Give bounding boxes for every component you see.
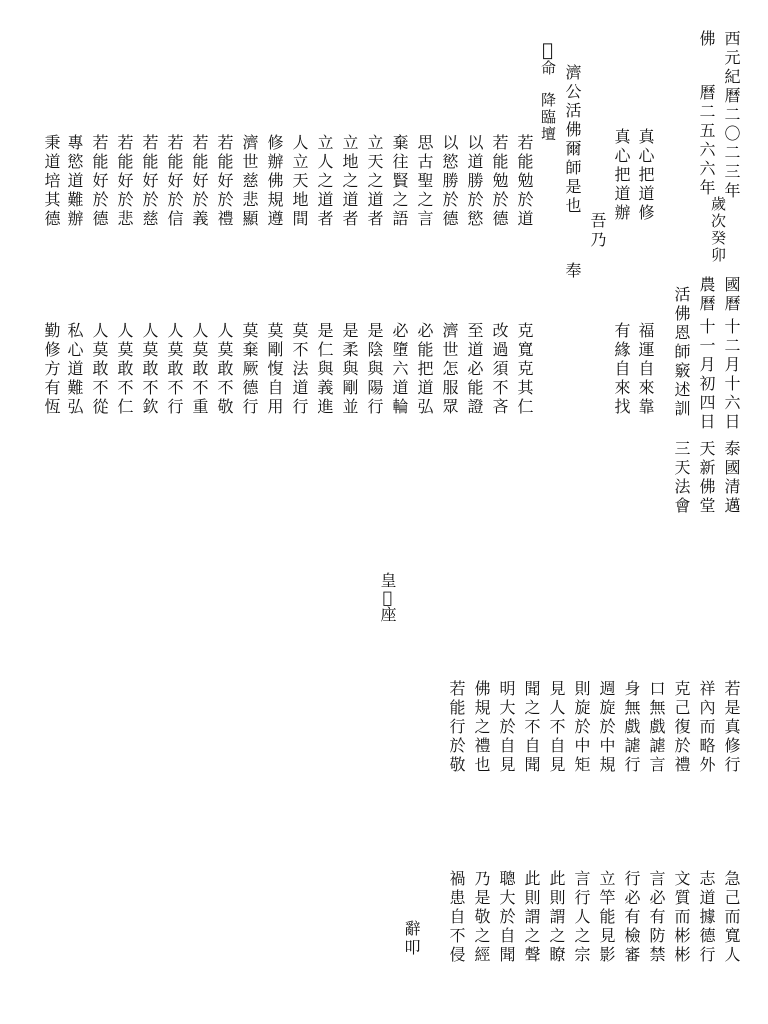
header-place-1: 泰國清邁 (722, 440, 741, 516)
poem-top-line: 若能勉於德 (490, 134, 509, 229)
poem-bottom-line: 則旋於中矩 (572, 680, 591, 775)
poem-top-line: 若能好於義 (190, 134, 209, 229)
poem-top-line: 克寬克其仁 (515, 322, 534, 417)
poem-top-line: 濟世慈悲顯 (240, 134, 259, 229)
poem-top-line: 至道必能證 (465, 322, 484, 417)
closing-text: 辭叩 (402, 920, 421, 958)
poem-bottom-line: 言行人之宗 (572, 870, 591, 965)
middle-zuo: 座 (378, 606, 397, 625)
poem-top-line: 立天之道者 (365, 134, 384, 229)
poem-top-line: 以道勝於慾 (465, 134, 484, 229)
poem-top-line: 以慾勝於德 (440, 134, 459, 229)
poem-top-line: 私心道難弘 (65, 322, 84, 417)
intro-line-2: 真心把道辦 (612, 128, 631, 223)
poem-top-line: 立人之道者 (315, 134, 334, 229)
poem-bottom-line: 克己復於禮 (672, 680, 691, 775)
poem-top-line: 是仁與義進 (315, 322, 334, 417)
poem-bottom-line: 志道據德行 (697, 870, 716, 965)
poem-top-line: 專慾道難辦 (65, 134, 84, 229)
poem-top-line: 思古聖之言 (415, 134, 434, 229)
poem-top-line: 若能勉於道 (515, 134, 534, 229)
intro-feng: 奉 (563, 262, 582, 281)
poem-top-line: 人立天地間 (290, 134, 309, 229)
intro-line-1: 真心把道修 (636, 128, 655, 223)
poem-top-line: 若能好於德 (90, 134, 109, 229)
poem-bottom-line: 言必有防禁 (647, 870, 666, 965)
intro-ming: 命 (539, 60, 557, 77)
poem-top-line: 若能好於慈 (140, 134, 159, 229)
middle-huang: 皇 (378, 572, 397, 591)
header-national-date: 十二月十六日 (722, 318, 741, 432)
header-western-year: 西元紀曆二〇二三年 (722, 30, 741, 201)
poem-top-line: 人莫敢不行 (165, 322, 184, 417)
poem-top-line: 改過須不吝 (490, 322, 509, 417)
header-lunar-date: 十一月初四日 (697, 318, 716, 432)
header-buddha-year: 曆二五六六年 (697, 84, 716, 198)
poem-bottom-line: 立竿能見影 (597, 870, 616, 965)
poem-top-line: 必能把道弘 (415, 322, 434, 417)
poem-bottom-line: 若能行於敬 (447, 680, 466, 775)
poem-top-line: 是陰與陽行 (365, 322, 384, 417)
poem-bottom-line: 文質而彬彬 (672, 870, 691, 965)
poem-top-line: 必墮六道輪 (390, 322, 409, 417)
poem-bottom-line: 明大於自見 (497, 680, 516, 775)
poem-bottom-line: 聞之不自聞 (522, 680, 541, 775)
intro-line-3: 福運自來靠 (636, 322, 655, 417)
header-meeting: 三天法會 (672, 440, 691, 516)
poem-bottom-line: 見人不自見 (547, 680, 566, 775)
poem-top-line: 修辦佛規遵 (265, 134, 284, 229)
header-national-label: 國曆 (722, 276, 741, 314)
header-author: 活佛恩師竅述訓 (672, 286, 691, 419)
header-lunar-label: 農曆 (697, 276, 716, 314)
poem-top-line: 莫棄厥德行 (240, 322, 259, 417)
poem-bottom-line: 急己而寬人 (722, 870, 741, 965)
poem-bottom-line: 佛規之禮也 (472, 680, 491, 775)
poem-top-line: 棄往賢之語 (390, 134, 409, 229)
poem-top-line: 莫不法道行 (290, 322, 309, 417)
poem-top-line: 人莫敢不欽 (140, 322, 159, 417)
poem-top-line: 若能好於悲 (115, 134, 134, 229)
poem-bottom-line: 此則謂之瞭 (547, 870, 566, 965)
middle-shen: 𤰔 (378, 588, 397, 610)
poem-bottom-line: 聰大於自聞 (497, 870, 516, 965)
intro-descend: 降臨壇 (539, 92, 557, 143)
poem-top-line: 人莫敢不從 (90, 322, 109, 417)
poem-bottom-line: 乃是敬之經 (472, 870, 491, 965)
poem-bottom-line: 祥內而略外 (697, 680, 716, 775)
poem-bottom-line: 此則謂之聲 (522, 870, 541, 965)
poem-top-line: 若能好於禮 (215, 134, 234, 229)
poem-top-line: 人莫敢不重 (190, 322, 209, 417)
poem-top-line: 勤修方有恆 (42, 322, 61, 417)
poem-bottom-line: 若是真修行 (722, 680, 741, 775)
poem-top-line: 若能好於信 (165, 134, 184, 229)
header-ganzhi: 歲次癸卯 (709, 196, 727, 264)
poem-top-line: 是柔與剛並 (340, 322, 359, 417)
poem-bottom-line: 口無戲謔言 (647, 680, 666, 775)
poem-top-line: 人莫敢不敬 (215, 322, 234, 417)
poem-bottom-line: 禍患自不侵 (447, 870, 466, 965)
header-buddha: 佛 (697, 30, 716, 49)
intro-shen: 𤰔 (537, 40, 558, 64)
intro-wu-nai: 吾乃 (588, 212, 607, 250)
poem-top-line: 立地之道者 (340, 134, 359, 229)
poem-bottom-line: 身無戲謔行 (622, 680, 641, 775)
poem-bottom-line: 行必有檢審 (622, 870, 641, 965)
intro-line-4: 有緣自來找 (612, 322, 631, 417)
poem-top-line: 莫剛愎自用 (265, 322, 284, 417)
poem-top-line: 秉道培其德 (42, 134, 61, 229)
poem-bottom-line: 週旋於中規 (597, 680, 616, 775)
poem-top-line: 濟世怎服眾 (440, 322, 459, 417)
intro-jigong: 濟公活佛爾師是也 (563, 64, 582, 216)
header-place-2: 天新佛堂 (697, 440, 716, 516)
poem-top-line: 人莫敢不仁 (115, 322, 134, 417)
